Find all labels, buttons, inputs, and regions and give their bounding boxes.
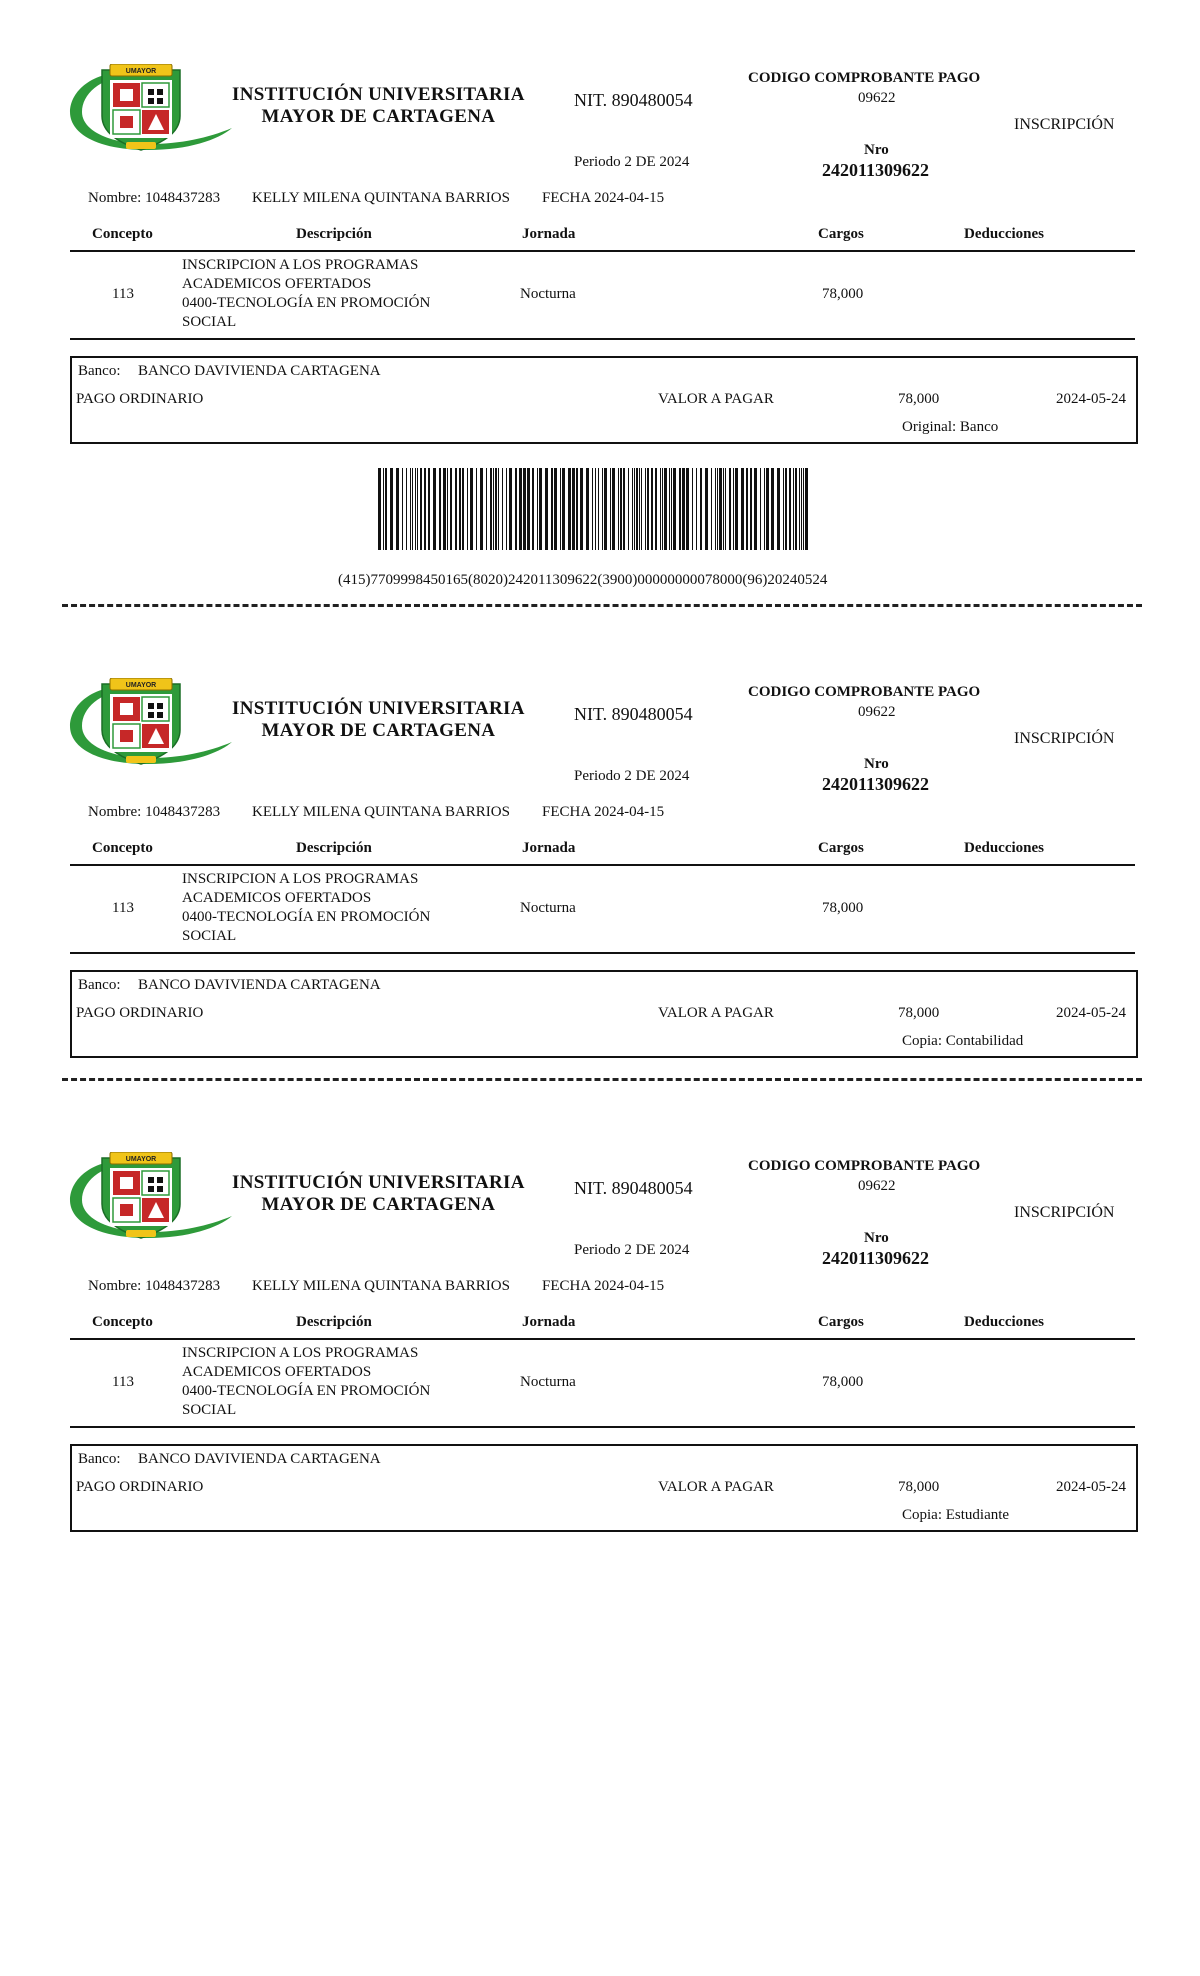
svg-text:UMAYOR: UMAYOR (125, 68, 157, 75)
payment-type: INSCRIPCIÓN (1014, 1204, 1115, 1221)
shift-value: Nocturna (520, 900, 576, 916)
institution-name (232, 84, 525, 128)
nit-number: NIT. 890480054 (574, 90, 693, 110)
header-deducciones: Deducciones (964, 226, 1044, 242)
concept-description (182, 1344, 502, 1420)
codigo-comprobante-label: CODIGO COMPROBANTE PAGO (748, 684, 981, 700)
copy-label: Copia: Contabilidad (902, 1033, 1024, 1049)
description-line: INSCRIPCION A LOS PROGRAMAS (182, 257, 419, 273)
header-concepto: Concepto (92, 840, 153, 856)
amount-value: 78,000 (898, 1005, 940, 1021)
copy-label: Copia: Estudiante (902, 1507, 1010, 1523)
description-line: ACADEMICOS OFERTADOS (182, 890, 372, 906)
institution-name (232, 1172, 525, 1216)
description-line: 0400-TECNOLOGÍA EN PROMOCIÓN (182, 909, 431, 925)
header-jornada: Jornada (522, 840, 576, 856)
university-logo (68, 1152, 238, 1242)
shift-value: Nocturna (520, 1374, 576, 1390)
issue-date: FECHA 2024-04-15 (542, 1278, 665, 1294)
institution-name-line1: INSTITUCIÓN UNIVERSITARIA (232, 84, 525, 105)
receipt-number-label: Nro (864, 142, 889, 158)
description-line: SOCIAL (182, 928, 237, 944)
institution-name-line2: MAYOR DE CARTAGENA (261, 720, 496, 741)
bank-name: BANCO DAVIVIENDA CARTAGENA (138, 1451, 381, 1467)
bank-label: Banco: (78, 363, 121, 379)
header-cargos: Cargos (818, 1314, 864, 1330)
table-header-rule (70, 864, 1135, 866)
header-concepto: Concepto (92, 226, 153, 242)
bank-label: Banco: (78, 977, 121, 993)
nit-number: NIT. 890480054 (574, 704, 693, 724)
receipt-number-label: Nro (864, 1230, 889, 1246)
university-logo (68, 64, 238, 154)
header-cargos: Cargos (818, 226, 864, 242)
amount-label: VALOR A PAGAR (658, 391, 774, 407)
table-header-rule (70, 250, 1135, 252)
student-name: KELLY MILENA QUINTANA BARRIOS (252, 190, 510, 206)
header-deducciones: Deducciones (964, 1314, 1044, 1330)
payment-kind: PAGO ORDINARIO (76, 1005, 204, 1021)
description-line: INSCRIPCION A LOS PROGRAMAS (182, 1345, 419, 1361)
institution-name-line1: INSTITUCIÓN UNIVERSITARIA (232, 698, 525, 719)
academic-period: Periodo 2 DE 2024 (574, 154, 690, 170)
due-date: 2024-05-24 (1056, 1005, 1126, 1021)
institution-name (232, 698, 525, 742)
concept-description (182, 256, 502, 332)
description-line: INSCRIPCION A LOS PROGRAMAS (182, 871, 419, 887)
bank-payment-box (70, 970, 1138, 1058)
due-date: 2024-05-24 (1056, 391, 1126, 407)
svg-text:UMAYOR: UMAYOR (125, 1156, 157, 1163)
codigo-comprobante-value: 09622 (858, 90, 896, 106)
receipt-number-label: Nro (864, 756, 889, 772)
student-name: KELLY MILENA QUINTANA BARRIOS (252, 1278, 510, 1294)
barcode-number: (415)7709998450165(8020)242011309622(3900)00000000078000(96)20240524 (338, 572, 828, 588)
shift-value: Nocturna (520, 286, 576, 302)
table-bottom-rule (70, 952, 1135, 954)
receipt-number-value: 242011309622 (822, 160, 930, 180)
bank-name: BANCO DAVIVIENDA CARTAGENA (138, 977, 381, 993)
bank-label: Banco: (78, 1451, 121, 1467)
amount-value: 78,000 (898, 391, 940, 407)
table-bottom-rule (70, 338, 1135, 340)
receipt-number-value: 242011309622 (822, 1248, 930, 1268)
academic-period: Periodo 2 DE 2024 (574, 768, 690, 784)
svg-text:UMAYOR: UMAYOR (125, 682, 157, 689)
payment-kind: PAGO ORDINARIO (76, 1479, 204, 1495)
header-descripcion: Descripción (296, 1314, 372, 1330)
codigo-comprobante-value: 09622 (858, 704, 896, 720)
description-line: 0400-TECNOLOGÍA EN PROMOCIÓN (182, 1383, 431, 1399)
concept-code: 113 (112, 900, 134, 916)
header-descripcion: Descripción (296, 226, 372, 242)
cut-line (62, 604, 1142, 607)
description-line: SOCIAL (182, 1402, 237, 1418)
concept-code: 113 (112, 1374, 134, 1390)
student-id: Nombre: 1048437283 (88, 1278, 221, 1294)
table-bottom-rule (70, 1426, 1135, 1428)
concept-code: 113 (112, 286, 134, 302)
codigo-comprobante-label: CODIGO COMPROBANTE PAGO (748, 1158, 981, 1174)
student-id: Nombre: 1048437283 (88, 804, 221, 820)
due-date: 2024-05-24 (1056, 1479, 1126, 1495)
payment-barcode (378, 468, 808, 550)
nit-number: NIT. 890480054 (574, 1178, 693, 1198)
header-jornada: Jornada (522, 226, 576, 242)
institution-name-line2: MAYOR DE CARTAGENA (261, 106, 496, 127)
issue-date: FECHA 2024-04-15 (542, 804, 665, 820)
amount-label: VALOR A PAGAR (658, 1479, 774, 1495)
student-id: Nombre: 1048437283 (88, 190, 221, 206)
header-deducciones: Deducciones (964, 840, 1044, 856)
bank-payment-box (70, 1444, 1138, 1532)
issue-date: FECHA 2024-04-15 (542, 190, 665, 206)
institution-name-line1: INSTITUCIÓN UNIVERSITARIA (232, 1172, 525, 1193)
receipt-number-value: 242011309622 (822, 774, 930, 794)
payment-type: INSCRIPCIÓN (1014, 116, 1115, 133)
bank-payment-box (70, 356, 1138, 444)
institution-name-line2: MAYOR DE CARTAGENA (261, 1194, 496, 1215)
table-header-rule (70, 1338, 1135, 1340)
amount-value: 78,000 (898, 1479, 940, 1495)
cut-line (62, 1078, 1142, 1081)
header-concepto: Concepto (92, 1314, 153, 1330)
header-jornada: Jornada (522, 1314, 576, 1330)
description-line: SOCIAL (182, 314, 237, 330)
codigo-comprobante-value: 09622 (858, 1178, 896, 1194)
university-logo (68, 678, 238, 768)
payment-type: INSCRIPCIÓN (1014, 730, 1115, 747)
payment-kind: PAGO ORDINARIO (76, 391, 204, 407)
charge-value: 78,000 (822, 1374, 864, 1390)
header-descripcion: Descripción (296, 840, 372, 856)
header-cargos: Cargos (818, 840, 864, 856)
concept-description (182, 870, 502, 946)
academic-period: Periodo 2 DE 2024 (574, 1242, 690, 1258)
description-line: 0400-TECNOLOGÍA EN PROMOCIÓN (182, 295, 431, 311)
charge-value: 78,000 (822, 900, 864, 916)
copy-label: Original: Banco (902, 419, 999, 435)
student-name: KELLY MILENA QUINTANA BARRIOS (252, 804, 510, 820)
amount-label: VALOR A PAGAR (658, 1005, 774, 1021)
description-line: ACADEMICOS OFERTADOS (182, 1364, 372, 1380)
codigo-comprobante-label: CODIGO COMPROBANTE PAGO (748, 70, 981, 86)
bank-name: BANCO DAVIVIENDA CARTAGENA (138, 363, 381, 379)
charge-value: 78,000 (822, 286, 864, 302)
description-line: ACADEMICOS OFERTADOS (182, 276, 372, 292)
